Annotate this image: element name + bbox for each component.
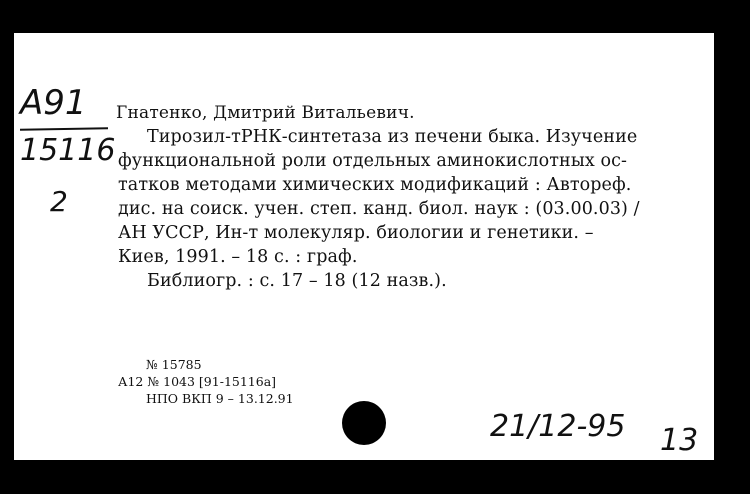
handwritten-date: 21/12-95 xyxy=(490,409,626,444)
description-line: АН УССР, Ин-т молекуляр. биологии и генетики. – xyxy=(118,223,594,243)
registry-number: А12 № 1043 [91-15116а] xyxy=(118,374,277,389)
publisher-line: НПО ВКП 9 – 13.12.91 xyxy=(146,391,294,406)
punch-hole xyxy=(342,401,386,445)
handwritten-shelf-number: 15116 xyxy=(20,133,116,168)
handwritten-shelf-code: А91 xyxy=(20,83,87,123)
description-line: Тирозил-тРНК-синтетаза из печени быка. Изучение xyxy=(147,127,638,147)
description-line: дис. на соиск. учен. степ. канд. биол. наук : (03.00.03) / xyxy=(118,199,640,219)
author-heading: Гнатенко, Дмитрий Витальевич. xyxy=(116,103,415,123)
description-line: татков методами химических модификаций : Автореф. xyxy=(118,175,632,195)
card-number: № 15785 xyxy=(146,357,202,372)
catalog-card xyxy=(14,33,714,460)
handwritten-copy-number: 2 xyxy=(50,185,68,218)
bibliography-line: Библиогр. : с. 17 – 18 (12 назв.). xyxy=(147,271,447,291)
underline-rule xyxy=(20,127,108,131)
description-line: функциональной роли отдельных аминокислотных ос- xyxy=(118,151,628,171)
description-line: Киев, 1991. – 18 с. : граф. xyxy=(118,247,358,267)
handwritten-page-number: 13 xyxy=(660,423,699,458)
